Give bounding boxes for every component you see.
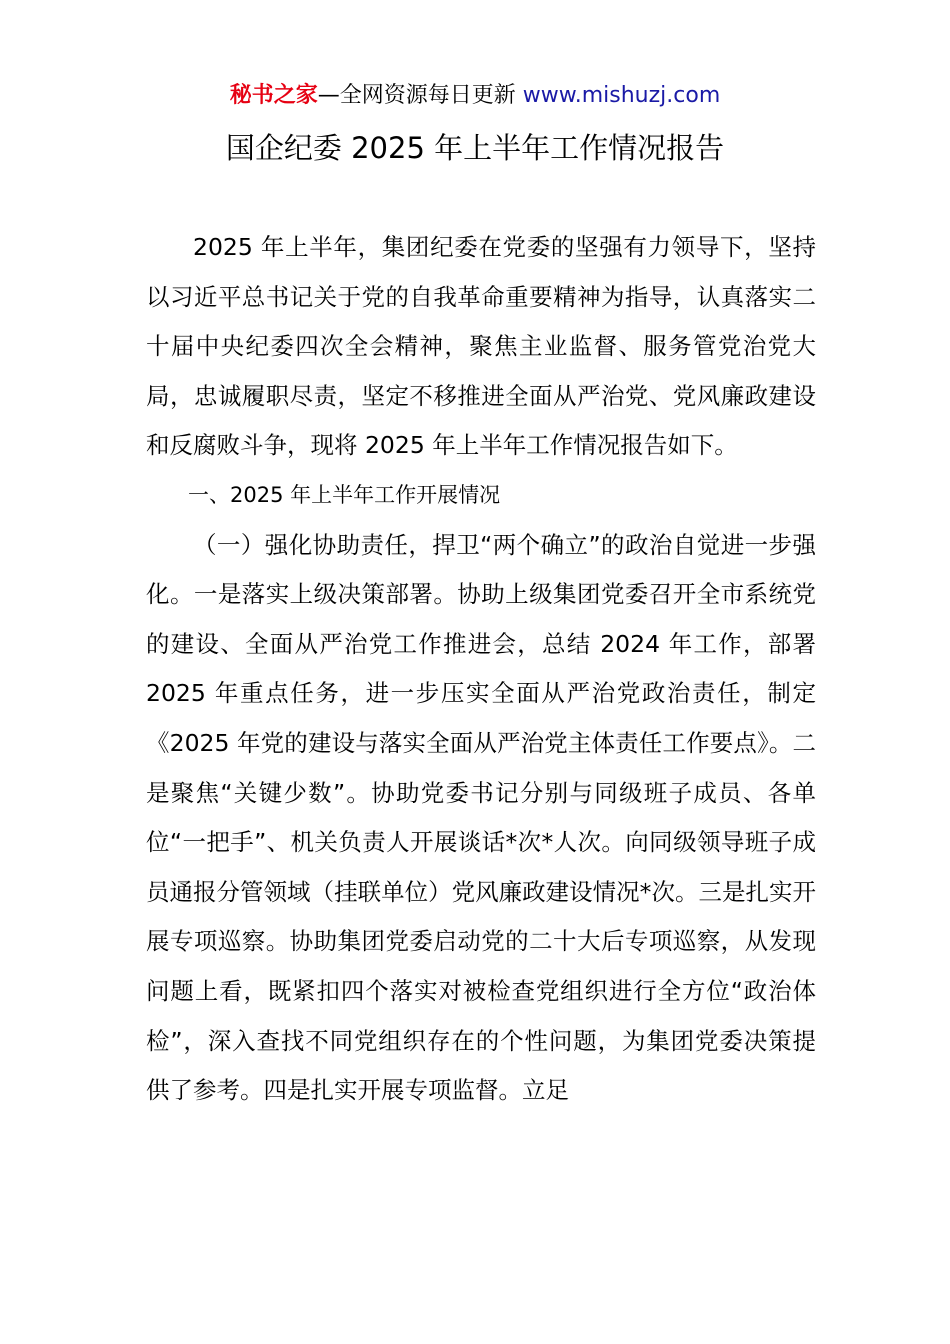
document-body	[146, 223, 816, 1116]
brand-name: 秘书之家	[229, 83, 318, 108]
site-url[interactable]: www.mishuzj.com	[522, 83, 721, 108]
intro-paragraph: 2025 年上半年，集团纪委在党委的坚强有力领导下，坚持以习近平总书记关于党的自我革命重要精神为指导，认真落实二十届中央纪委四次全会精神，聚焦主业监督、服务管党治党大局，忠诚履职尽责，坚定不移推进全面从严治党、党风廉政建设和反腐败斗争，现将 2025 年上半年工作情况报告如下。	[146, 233, 816, 460]
section-heading: 一、2025 年上半年工作开展情况	[188, 482, 501, 507]
site-header	[0, 80, 950, 112]
section-paragraph: （一）强化协助责任，捍卫“两个确立”的政治自觉进一步强化。一是落实上级决策部署。协助上级集团党委召开全市系统党的建设、全面从严治党工作推进会，总结 2024 年工作，部署 2025 年重点任务，进一步压实全面从严治党政治责任，制定《2025 年党的建设与落实全面从严治党主体责任工作要点》。二是聚焦“关键少数”。协助党委书记分别与同级班子成员、各单位“一把手”、机关负责人开展谈话*次*人次。向同级领导班子成员通报分管领域（挂联单位）党风廉政建设情况*次。三是扎实开展专项巡察。协助集团党委启动党的二十大后专项巡察，从发现问题上看，既紧扣四个落实对被检查党组织进行全方位“政治体检”，深入查找不同党组织存在的个性问题，为集团党委决策提供了参考。四是扎实开展专项监督。立足	[146, 530, 816, 1105]
document-title: 国企纪委 2025 年上半年工作情况报告	[225, 131, 725, 165]
header-tagline: —全网资源每日更新	[317, 83, 516, 108]
